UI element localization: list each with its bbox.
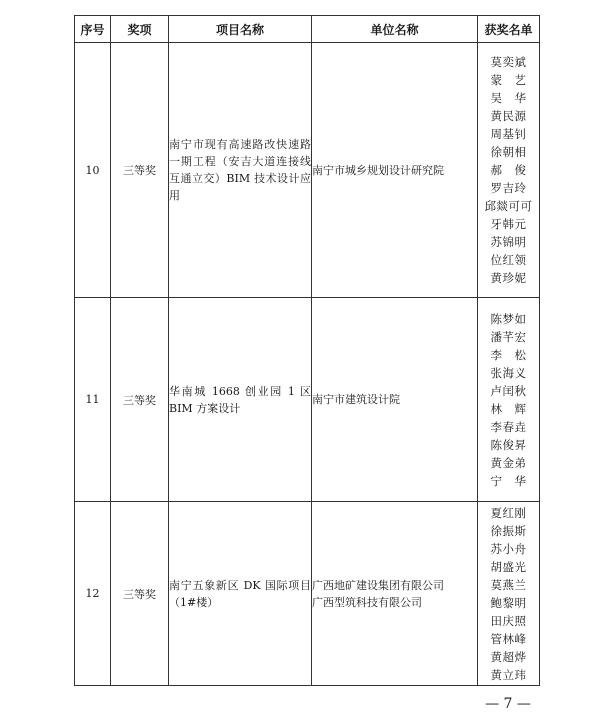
winner-name: 郝 俊 [490, 163, 527, 177]
winner-name: 潘芊宏 [490, 329, 527, 344]
row-award: 三等奖 [111, 298, 169, 502]
winner-name: 莫奕斌 [490, 55, 527, 69]
winner-name: 黄珍妮 [490, 271, 527, 285]
header-award: 奖项 [111, 16, 169, 43]
winner-name: 吴 华 [490, 91, 527, 105]
table-header-row [75, 16, 540, 43]
winner-name: 陈俊昇 [490, 437, 527, 452]
awards-table [74, 15, 540, 686]
header-winners: 获奖名单 [478, 16, 540, 43]
winner-name: 苏锦明 [490, 235, 527, 249]
row-index: 12 [75, 502, 111, 686]
row-project: 南宁五象新区 DK 国际项目（1#楼） [169, 502, 312, 686]
row-unit [312, 502, 478, 686]
header-index: 序号 [75, 16, 111, 43]
winner-name: 徐朝相 [490, 145, 527, 159]
table-row [75, 502, 540, 686]
row-unit [312, 43, 478, 298]
winner-name: 黄民源 [490, 109, 527, 123]
winner-name: 黄立玮 [490, 667, 527, 682]
unit-line: 广西型筑科技有限公司 [312, 595, 422, 609]
winner-name: 李 松 [490, 347, 527, 362]
row-unit [312, 298, 478, 502]
row-project: 南宁市现有高速路改快速路一期工程（安吉大道连接线互通立交）BIM 技术设计应用 [169, 43, 312, 298]
table-row [75, 43, 540, 298]
winner-name: 蒙 艺 [490, 73, 527, 87]
page-number: — 7 — [485, 696, 531, 712]
winner-name: 莫燕兰 [490, 577, 527, 592]
unit-line: 南宁市建筑设计院 [312, 393, 400, 406]
winner-name: 罗吉玲 [490, 181, 527, 195]
winner-name: 陈梦如 [490, 311, 527, 326]
winner-name: 牙韩元 [490, 217, 527, 231]
unit-line: 广西地矿建设集团有限公司 [312, 578, 444, 592]
winner-name: 卢闰秋 [490, 383, 527, 398]
winner-name: 夏红刚 [490, 505, 527, 520]
winner-list [478, 298, 540, 502]
winner-name: 李春垚 [490, 419, 527, 434]
winner-name: 宁 华 [490, 473, 527, 488]
winner-name: 林 辉 [490, 401, 527, 416]
winner-name: 鲍黎明 [490, 595, 527, 610]
row-index: 10 [75, 43, 111, 298]
row-award: 三等奖 [111, 43, 169, 298]
row-index: 11 [75, 298, 111, 502]
unit-line: 南宁市城乡规划设计研究院 [312, 163, 444, 177]
winner-name: 胡盛光 [490, 559, 527, 574]
winner-name: 徐振斯 [490, 523, 527, 538]
winner-name: 周基钊 [490, 127, 527, 141]
winner-list [478, 43, 540, 298]
winner-name: 苏小舟 [490, 541, 527, 556]
winner-name: 管林峰 [490, 631, 527, 646]
header-unit: 单位名称 [312, 16, 478, 43]
winner-name: 田庆照 [490, 613, 527, 628]
winner-name: 黄金弟 [490, 455, 527, 470]
row-award: 三等奖 [111, 502, 169, 686]
winner-name: 张海义 [490, 365, 527, 380]
winner-name: 邱燚可可 [484, 199, 533, 213]
winner-name: 位红领 [490, 253, 527, 267]
row-project: 华南城 1668 创业园 1 区 BIM 方案设计 [169, 298, 312, 502]
table-row [75, 298, 540, 502]
header-project: 项目名称 [169, 16, 312, 43]
winner-list [478, 502, 540, 686]
winner-name: 黄超烨 [490, 649, 527, 664]
